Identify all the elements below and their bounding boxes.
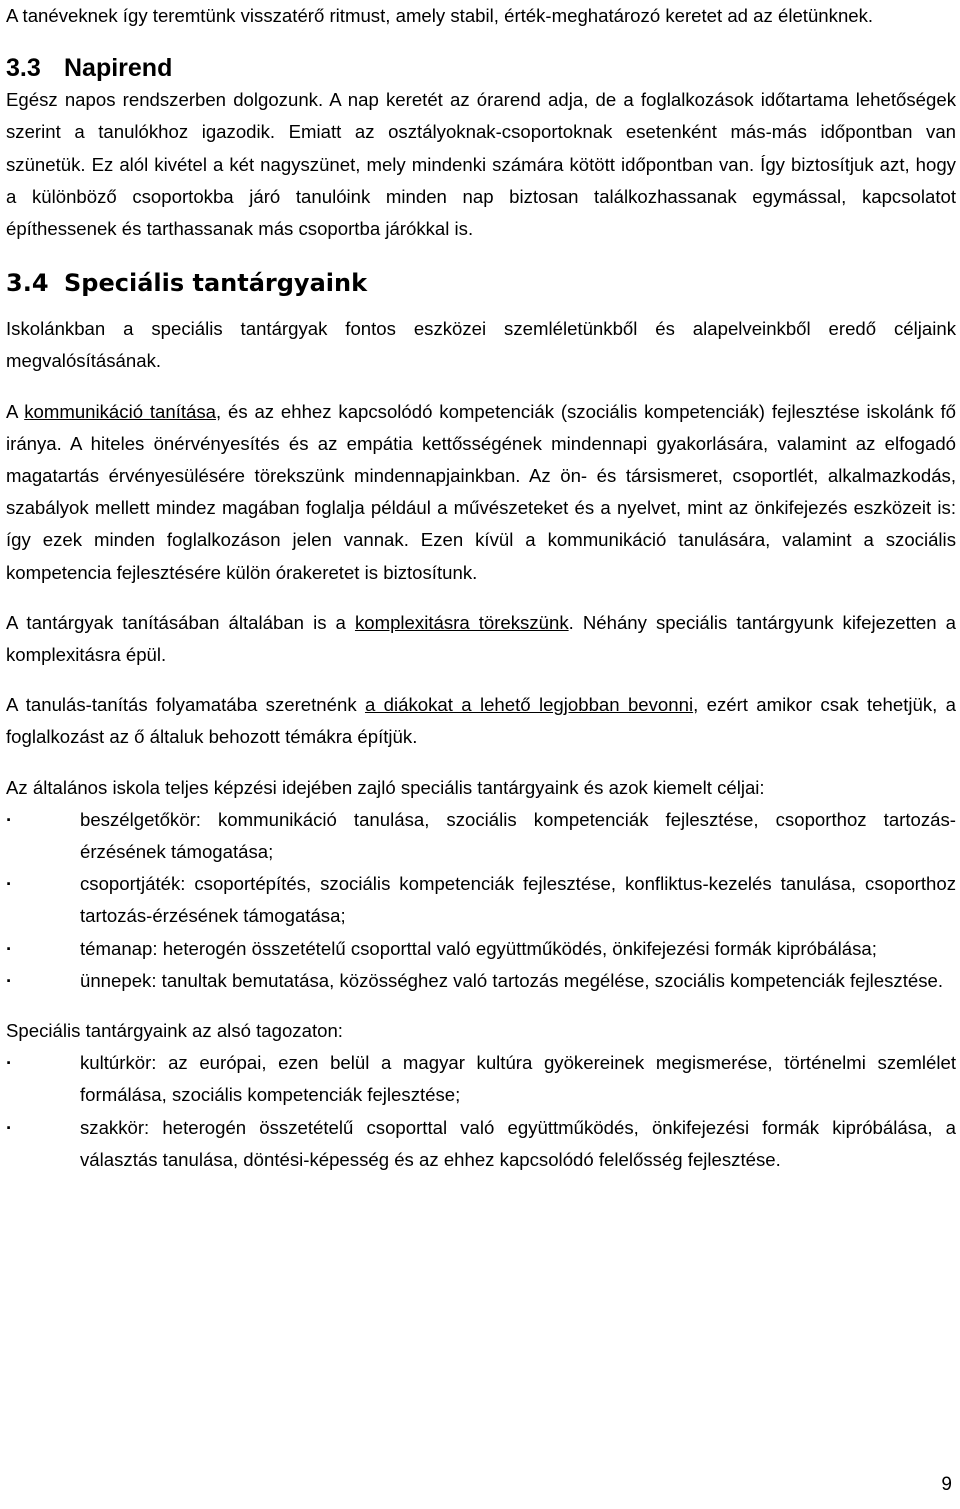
paragraph-involvement (6, 689, 956, 753)
list-item (6, 868, 956, 932)
underlined-communication: kommunikáció tanítása (24, 400, 217, 422)
underlined-involvement: a diákokat a lehető legjobban bevonni (364, 694, 694, 716)
list-item (6, 933, 956, 965)
bullet-icon: · (6, 873, 13, 895)
list-item-text: csoportjáték: csoportépítés, szociális kompetenciák fejlesztése, konfliktus-kezelés tanulása, csoporthoz tartozás-érzésének támogatása; (80, 873, 956, 927)
section-number: 3.3 (6, 54, 41, 83)
text-run: , ezért amikor csak tehetjük, a foglalkozást az ő általuk behozott témákra építjük. (6, 694, 956, 748)
document-page (6, 0, 956, 1176)
lower-grades-list (6, 1047, 956, 1176)
section-heading-3-4 (6, 267, 956, 299)
text-run: A tanulás-tanítás folyamatába szeretnénk (6, 694, 365, 716)
subjects-goals-list (6, 804, 956, 997)
napirend-text-1: Egész napos rendszerben dolgozunk. A nap keretét az órarend adja, de a foglalkozások időtartama lehetőségek szerint a tanulókhoz igazodik. Emiatt az osztályoknak-csoportoknak esetenként más-más időpontban van szünetük. (6, 89, 956, 175)
text-run: , és az ehhez kapcsolódó kompetenciák (szociális kompetenciák) fejlesztése iskolánk fő iránya. A hiteles önérvényesítés és az empátia kettősségének mindennapi gyakorlására, valamint az elfogadó magatartás érvényesülésére törekszünk mindennapjainkban. Az ön- és társismeret, csoportlét, alkalmazkodás, szabályok mellett mindez magában foglalja például a művészeteket és a nyelvet, mint az önkifejezés eszközeit is: így ezek minden foglalkozáson jelen vannak. Ezen kívül a kommunikáció tanulására, valamint a szociális kompetencia fejlesztésére külön órakeretet is biztosítunk. (6, 400, 956, 583)
text-run: A (6, 400, 25, 422)
text-run: . Néhány speciális tantárgyunk kifejezetten a komplexitásra épül. (6, 611, 957, 666)
paragraph-lower-grades: Speciális tantárgyaink az alsó tagozaton: (6, 1020, 343, 1042)
list-item (6, 965, 956, 997)
list-item-text: beszélgetőkör: kommunikáció tanulása, szociális kompetenciák fejlesztése, csoporthoz tartozás-érzésének támogatása; (80, 808, 956, 863)
napirend-text-2: Ez alól kivétel a két nagyszünet, mely mindenki számára kötött időpontban van. Így biztosítjuk azt, hogy a különböző csoportokba járó tanulóink minden nap biztosan találkozhassanak egymással, kapcsolatot építhessenek és tarthassanak más csoportba járókkal is. (6, 153, 956, 240)
page-number: 9 (941, 1474, 952, 1495)
list-item-text: szakkör: heterogén összetételű csoporttal való együttműködés, önkifejezési formák kipróbálása, a választás tanulása, döntési-képesség és az ehhez kapcsolódó felelősség fejlesztése. (80, 1116, 956, 1170)
intro-paragraph: A tanéveknek így teremtünk visszatérő ritmust, amely stabil, érték-meghatározó keretet ad az életünknek. (6, 5, 874, 26)
section-title: Napirend (64, 54, 173, 83)
list-item-text: témanap: heterogén összetételű csoporttal való együttműködés, önkifejezési formák kipróbálása; (80, 937, 877, 959)
paragraph-communication (6, 396, 956, 589)
section-number: 3.4 (6, 269, 49, 298)
list-item (6, 804, 956, 868)
napirend-paragraph (6, 84, 956, 245)
list-item (6, 1047, 956, 1111)
bullet-icon: · (6, 1052, 13, 1074)
underlined-complexity: komplexitásra törekszünk (354, 611, 569, 633)
section-title: Speciális tantárgyaink (64, 269, 368, 298)
text-run: A tantárgyak tanításában általában is a (6, 611, 355, 633)
bullet-icon: · (6, 1116, 13, 1138)
section-heading-3-3 (6, 52, 956, 84)
paragraph-intro-subjects: Iskolánkban a speciális tantárgyak fontos eszközei szemléletünkből és alapelveinkből eredő céljaink megvalósításának. (6, 318, 956, 372)
bullet-icon: · (6, 808, 13, 830)
list-item-text: ünnepek: tanultak bemutatása, közösséghez való tartozás megélése, szociális kompetenciák fejlesztése. (80, 969, 944, 991)
list-item (6, 1112, 956, 1176)
list-item-text: kultúrkör: az európai, ezen belül a magyar kultúra gyökereinek megismerése, történelmi szemlélet formálása, szociális kompetenciák fejlesztése; (80, 1052, 956, 1106)
paragraph-complexity (6, 607, 956, 671)
paragraph-subjects-goals: Az általános iskola teljes képzési idejében zajló speciális tantárgyaink és azok kiemelt céljai: (6, 776, 765, 798)
bullet-icon: · (6, 937, 13, 959)
bullet-icon: · (6, 969, 13, 991)
